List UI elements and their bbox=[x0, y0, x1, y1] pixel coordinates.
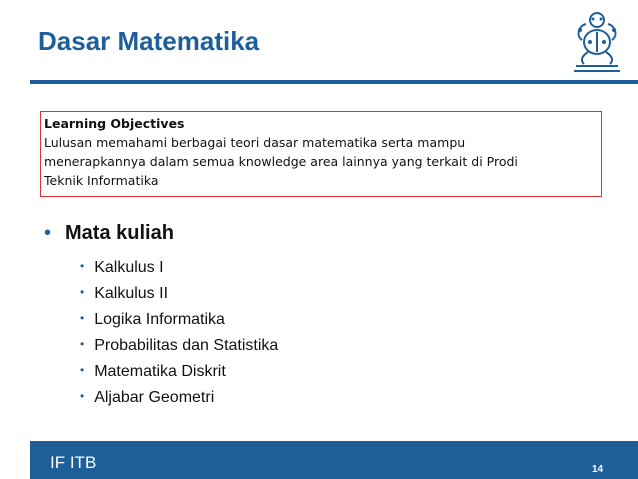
course-name: Probabilitas dan Statistika bbox=[94, 337, 279, 354]
list-item bbox=[80, 305, 278, 331]
bullet-dot-icon: • bbox=[80, 259, 85, 273]
bullet-dot-icon: • bbox=[80, 337, 85, 351]
list-item bbox=[80, 253, 278, 279]
bullet-dot-icon: • bbox=[44, 222, 52, 244]
course-name: Matematika Diskrit bbox=[94, 363, 226, 380]
slide-title: Dasar Matematika bbox=[38, 26, 260, 56]
list-item bbox=[80, 331, 278, 357]
footer-text: IF ITB bbox=[50, 453, 97, 472]
learning-objectives-heading: Learning Objectives bbox=[44, 116, 185, 131]
footer-bar bbox=[30, 441, 638, 479]
course-name: Kalkulus I bbox=[94, 259, 164, 276]
course-name: Logika Informatika bbox=[94, 311, 225, 328]
learning-objectives-line: Teknik Informatika bbox=[44, 173, 159, 188]
course-name: Aljabar Geometri bbox=[94, 389, 215, 406]
list-item bbox=[80, 357, 278, 383]
learning-objectives-box bbox=[40, 111, 602, 197]
learning-objectives-line: menerapkannya dalam semua knowledge area lainnya yang terkait di Prodi bbox=[44, 154, 518, 169]
bullet-dot-icon: • bbox=[80, 311, 85, 325]
title-divider bbox=[30, 80, 638, 84]
list-item bbox=[80, 383, 278, 409]
list-item bbox=[80, 279, 278, 305]
course-name: Kalkulus II bbox=[94, 285, 169, 302]
main-bullet bbox=[44, 222, 174, 245]
bullet-dot-icon: • bbox=[80, 363, 85, 377]
main-bullet-label: Mata kuliah bbox=[65, 222, 174, 244]
bullet-dot-icon: • bbox=[80, 285, 85, 299]
course-list bbox=[80, 253, 278, 409]
bullet-dot-icon: • bbox=[80, 389, 85, 403]
itb-ganesha-logo-icon bbox=[568, 8, 626, 74]
page-number: 14 bbox=[592, 464, 604, 475]
learning-objectives-line: Lulusan memahami berbagai teori dasar matematika serta mampu bbox=[44, 135, 466, 150]
